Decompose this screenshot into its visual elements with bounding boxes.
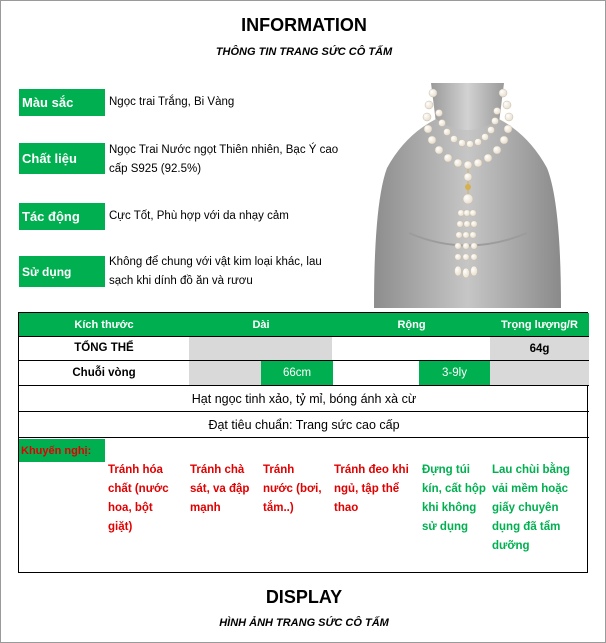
- advice-item-chemicals: Tránh hóa chất (nước hoa, bột giặt): [108, 464, 169, 533]
- display-subtitle: HÌNH ẢNH TRANG SỨC CÔ TẤM: [219, 617, 389, 629]
- row-strand-width: 3-9ly: [419, 361, 490, 385]
- attr-value-material: Ngọc Trai Nước ngọt Thiên nhiên, Bạc Ý cao cấp S925 (92.5%): [109, 144, 339, 175]
- attr-label-effect: Tác động: [19, 203, 105, 230]
- advice-item-sleep: Tránh đeo khi ngủ, tập thể thao: [334, 464, 409, 514]
- attr-value-usage: Không để chung với vật kim loại khác, lau sạch khi dính đồ ăn và rươu: [109, 256, 322, 287]
- attr-label-color: Màu sắc: [19, 89, 105, 116]
- col-header-weight: Trọng lượng/R: [501, 318, 578, 331]
- info-subtitle: THÔNG TIN TRANG SỨC CÔ TẤM: [215, 46, 393, 58]
- attr-label-material: Chất liệu: [19, 143, 105, 174]
- note-quality: Hạt ngọc tinh xảo, tỷ mỉ, bóng ánh xà cừ: [191, 392, 417, 406]
- row-label-strand: Chuỗi vòng: [72, 367, 136, 379]
- attr-value-effect: Cực Tốt, Phù hợp với da nhạy cảm: [109, 210, 289, 222]
- row-overall-weight: 64g: [490, 337, 589, 360]
- attr-label-usage: Sử dụng: [19, 256, 105, 287]
- display-title: DISPLAY: [265, 587, 343, 607]
- advice-item-storage: Đựng túi kín, cất hộp khi không sử dụng: [422, 464, 486, 533]
- row-label-overall: TỔNG THỂ: [74, 342, 134, 354]
- info-title: INFORMATION: [241, 15, 367, 35]
- col-header-length: Dài: [252, 318, 270, 331]
- pearl-necklace-image: [369, 83, 566, 308]
- row-overall-length: [189, 337, 332, 360]
- row-strand-length: 66cm: [261, 361, 333, 385]
- row-strand-width-pad: [333, 361, 419, 385]
- row-overall-width: [333, 337, 489, 360]
- advice-item-water: Tránh nước (bơi, tắm..): [263, 464, 322, 514]
- col-header-width: Rộng: [397, 318, 426, 331]
- row-strand-weight: [490, 361, 589, 385]
- row-strand-length-pad: [189, 361, 261, 385]
- advice-item-impact: Tránh chà sát, va đập mạnh: [190, 464, 250, 514]
- attr-value-color: Ngọc trai Trắng, Bi Vàng: [109, 96, 235, 108]
- advice-label: Khuyến nghị:: [19, 439, 105, 462]
- col-header-size: Kích thước: [74, 318, 134, 331]
- advice-item-cleaning: Lau chùi bằng vải mềm hoặc giấy chuyên dụng đã tẩm dưỡng: [492, 464, 570, 552]
- note-standard: Đạt tiêu chuẩn: Trang sức cao cấp: [208, 418, 400, 432]
